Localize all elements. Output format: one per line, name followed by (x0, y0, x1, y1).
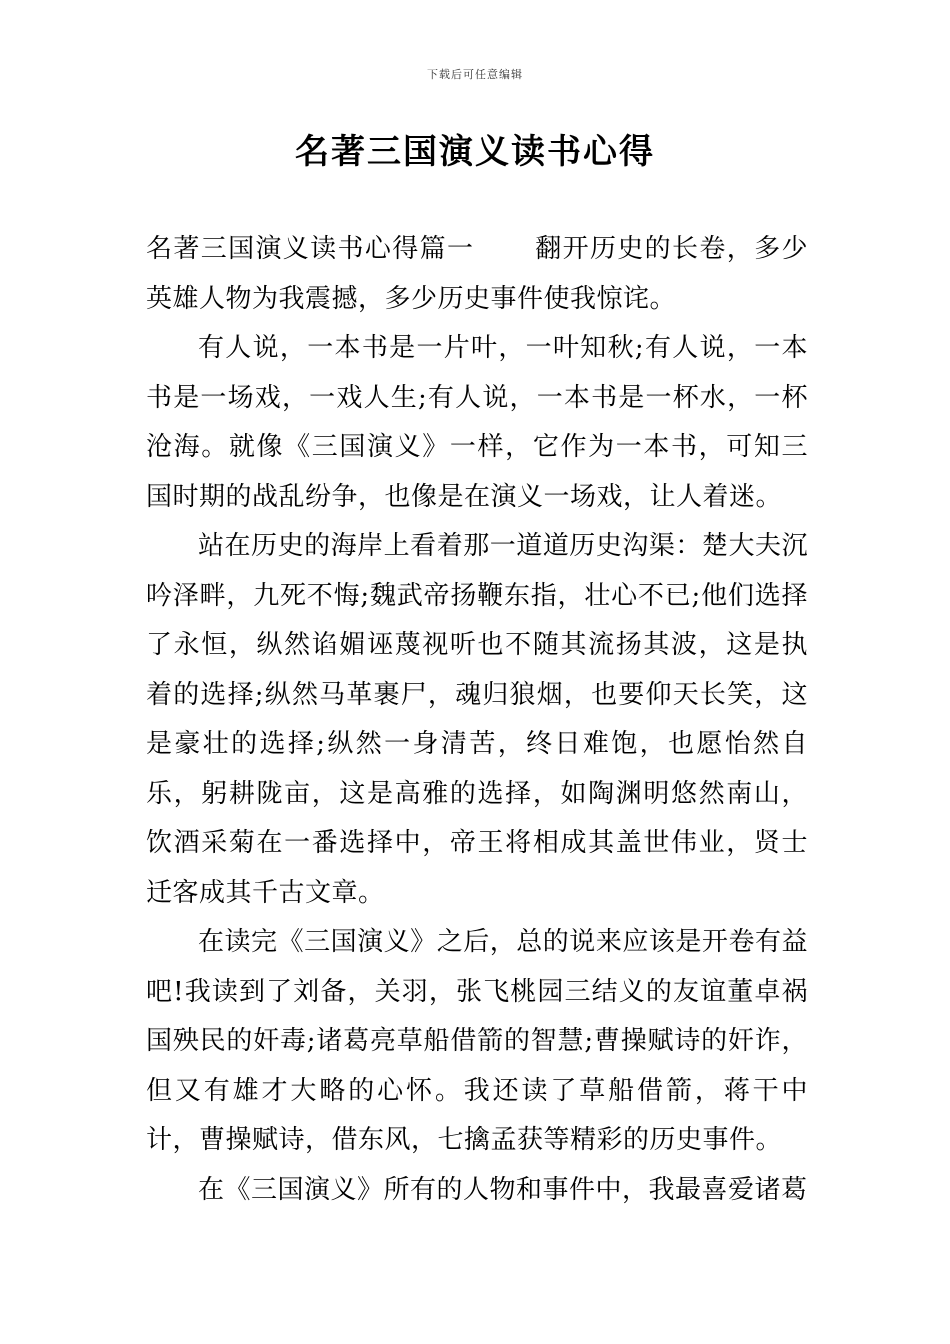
document-title: 名著三国演义读书心得 (295, 132, 655, 172)
paragraph-4: 在读完《三国演义》之后，总的说来应该是开卷有益吧!我读到了刘备，关羽，张飞桃园三结义的友谊董卓祸国殃民的奸毒;诸葛亮草船借箭的智慧;曹操赋诗的奸诈，但又有雄才大略的心怀。我还读了草船借箭，蒋干中计，曹操赋诗，借东风，七擒孟获等精彩的历史事件。 (146, 927, 808, 1155)
header-note: 下载后可任意编辑 (427, 68, 523, 81)
paragraph-5: 在《三国演义》所有的人物和事件中，我最喜爱诸葛 (198, 1174, 808, 1205)
document-body (146, 225, 808, 1215)
paragraph-1 (146, 225, 808, 324)
section-heading: 名著三国演义读书心得篇一 (146, 234, 475, 264)
paragraph-3: 站在历史的海岸上看着那一道道历史沟渠：楚大夫沉吟泽畔，九死不悔;魏武帝扬鞭东指，壮心不已;他们选择了永恒，纵然谄媚诬蔑视听也不随其流扬其波，这是执着的选择;纵然马革裹尸，魂归狼烟，也要仰天长笑，这是豪壮的选择;纵然一身清苦，终日难饱，也愿怡然自乐，躬耕陇亩，这是高雅的选择，如陶渊明悠然南山，饮酒采菊在一番选择中，帝王将相成其盖世伟业，贤士迁客成其千古文章。 (146, 531, 808, 908)
paragraph-1-text: 翻开历史的长卷，多少英雄人物为我震撼，多少历史事件使我惊诧。 (146, 234, 808, 314)
paragraph-2: 有人说，一本书是一片叶，一叶知秋;有人说，一本书是一场戏，一戏人生;有人说，一本书是一杯水，一杯沧海。就像《三国演义》一样，它作为一本书，可知三国时期的战乱纷争，也像是在演义一场戏，让人着迷。 (146, 333, 808, 512)
